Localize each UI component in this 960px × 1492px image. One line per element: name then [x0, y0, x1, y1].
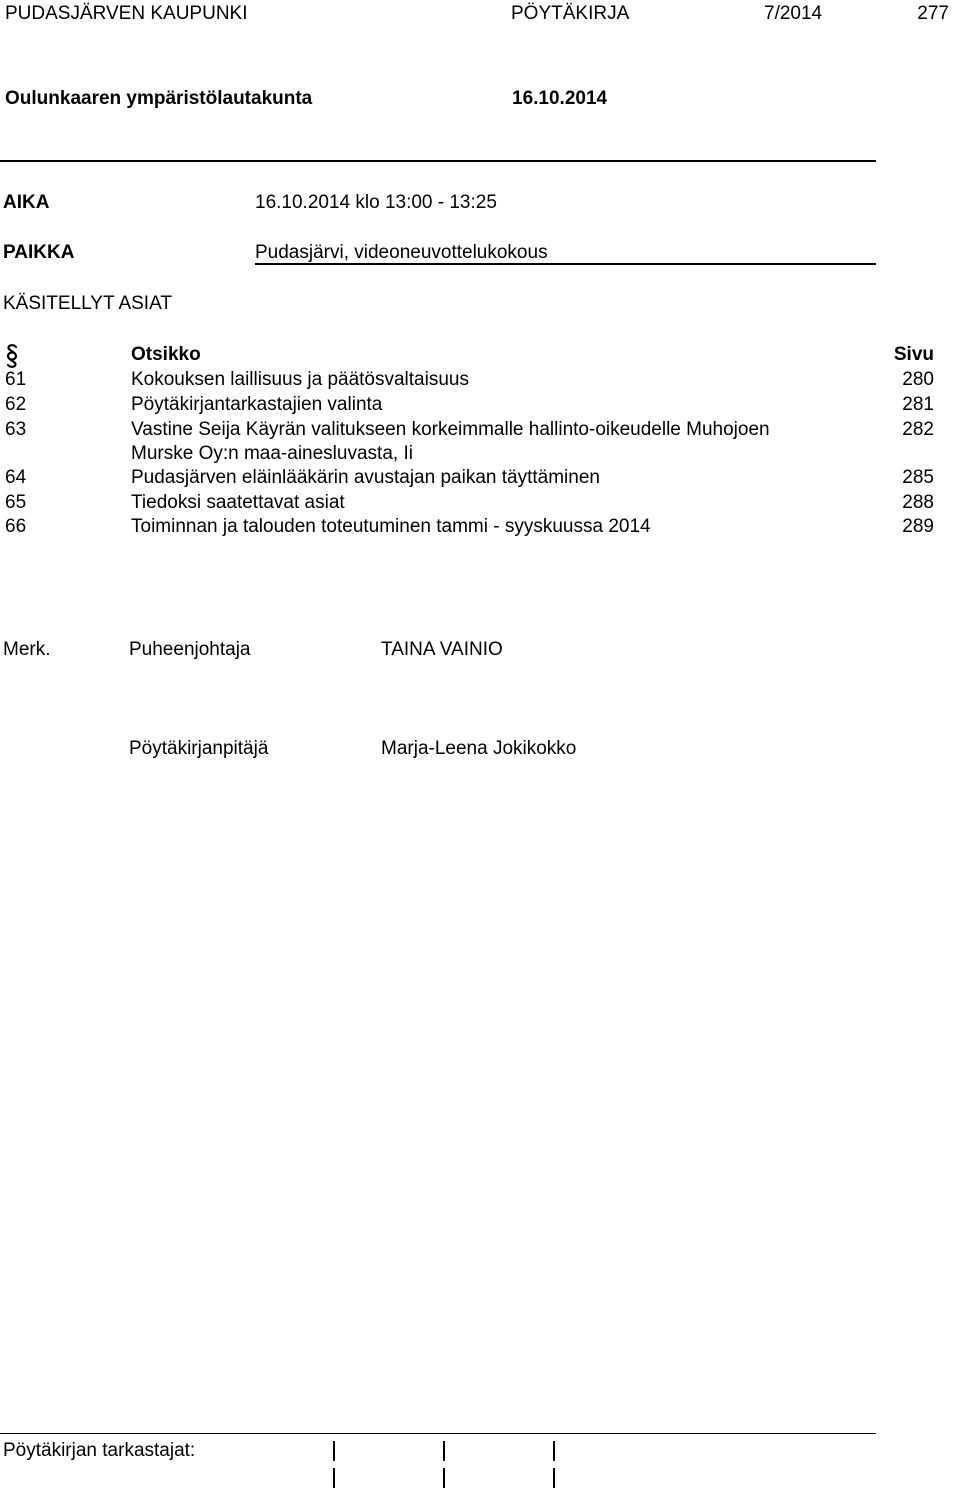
item-number: 64: [5, 467, 27, 488]
item-title-continued: Murske Oy:n maa-ainesluvasta, Ii: [131, 443, 413, 464]
doc-type: PÖYTÄKIRJA: [511, 3, 630, 24]
page-number: 277: [917, 3, 949, 24]
reviewer-signature-box-5: [443, 1468, 445, 1488]
place-label: PAIKKA: [3, 242, 75, 263]
item-page: 288: [902, 492, 934, 513]
item-title: Pudasjärven eläinlääkärin avustajan paikan täyttäminen: [131, 467, 600, 488]
item-title: Kokouksen laillisuus ja päätösvaltaisuus: [131, 369, 469, 390]
item-number: 66: [5, 516, 27, 537]
col-title-header: Otsikko: [131, 344, 201, 365]
item-page: 282: [902, 419, 934, 440]
item-number: 62: [5, 394, 27, 415]
reviewer-signature-box-6: [553, 1468, 555, 1488]
item-page: 280: [902, 369, 934, 390]
item-title: Vastine Seija Käyrän valitukseen korkeimmalle hallinto-oikeudelle Muhojoen: [131, 419, 770, 440]
secretary-name: Marja-Leena Jokikokko: [381, 738, 577, 759]
item-number: 61: [5, 369, 27, 390]
item-number: 65: [5, 492, 27, 513]
footer-divider: [0, 1433, 876, 1434]
time-value: 16.10.2014 klo 13:00 - 13:25: [255, 192, 497, 213]
secretary-role: Pöytäkirjanpitäjä: [129, 738, 269, 759]
col-page-header: Sivu: [893, 344, 934, 365]
item-page: 281: [902, 394, 934, 415]
item-title: Tiedoksi saatettavat asiat: [131, 492, 345, 513]
place-value: Pudasjärvi, videoneuvottelukokous: [255, 242, 548, 263]
doc-number: 7/2014: [764, 3, 823, 24]
time-label: AIKA: [3, 192, 50, 213]
chair-name: TAINA VAINIO: [381, 639, 503, 660]
reviewers-label: Pöytäkirjan tarkastajat:: [3, 1440, 196, 1461]
org-name: PUDASJÄRVEN KAUPUNKI: [5, 3, 248, 24]
meeting-date: 16.10.2014: [512, 88, 608, 109]
committee-name: Oulunkaaren ympäristölautakunta: [5, 88, 313, 109]
item-page: 289: [902, 516, 934, 537]
place-underline: [255, 263, 876, 265]
item-number: 63: [5, 419, 27, 440]
header-divider: [0, 160, 876, 162]
merk-label: Merk.: [3, 639, 51, 660]
reviewer-signature-box-4: [333, 1468, 335, 1488]
section-title: KÄSITELLYT ASIAT: [3, 293, 172, 314]
chair-role: Puheenjohtaja: [129, 639, 251, 660]
item-title: Pöytäkirjantarkastajien valinta: [131, 394, 383, 415]
item-page: 285: [902, 467, 934, 488]
reviewer-signature-box-1: [333, 1441, 335, 1461]
reviewer-signature-box-2: [443, 1441, 445, 1461]
reviewer-signature-box-3: [553, 1441, 555, 1461]
item-title: Toiminnan ja talouden toteutuminen tammi - syyskuussa 2014: [131, 516, 651, 537]
